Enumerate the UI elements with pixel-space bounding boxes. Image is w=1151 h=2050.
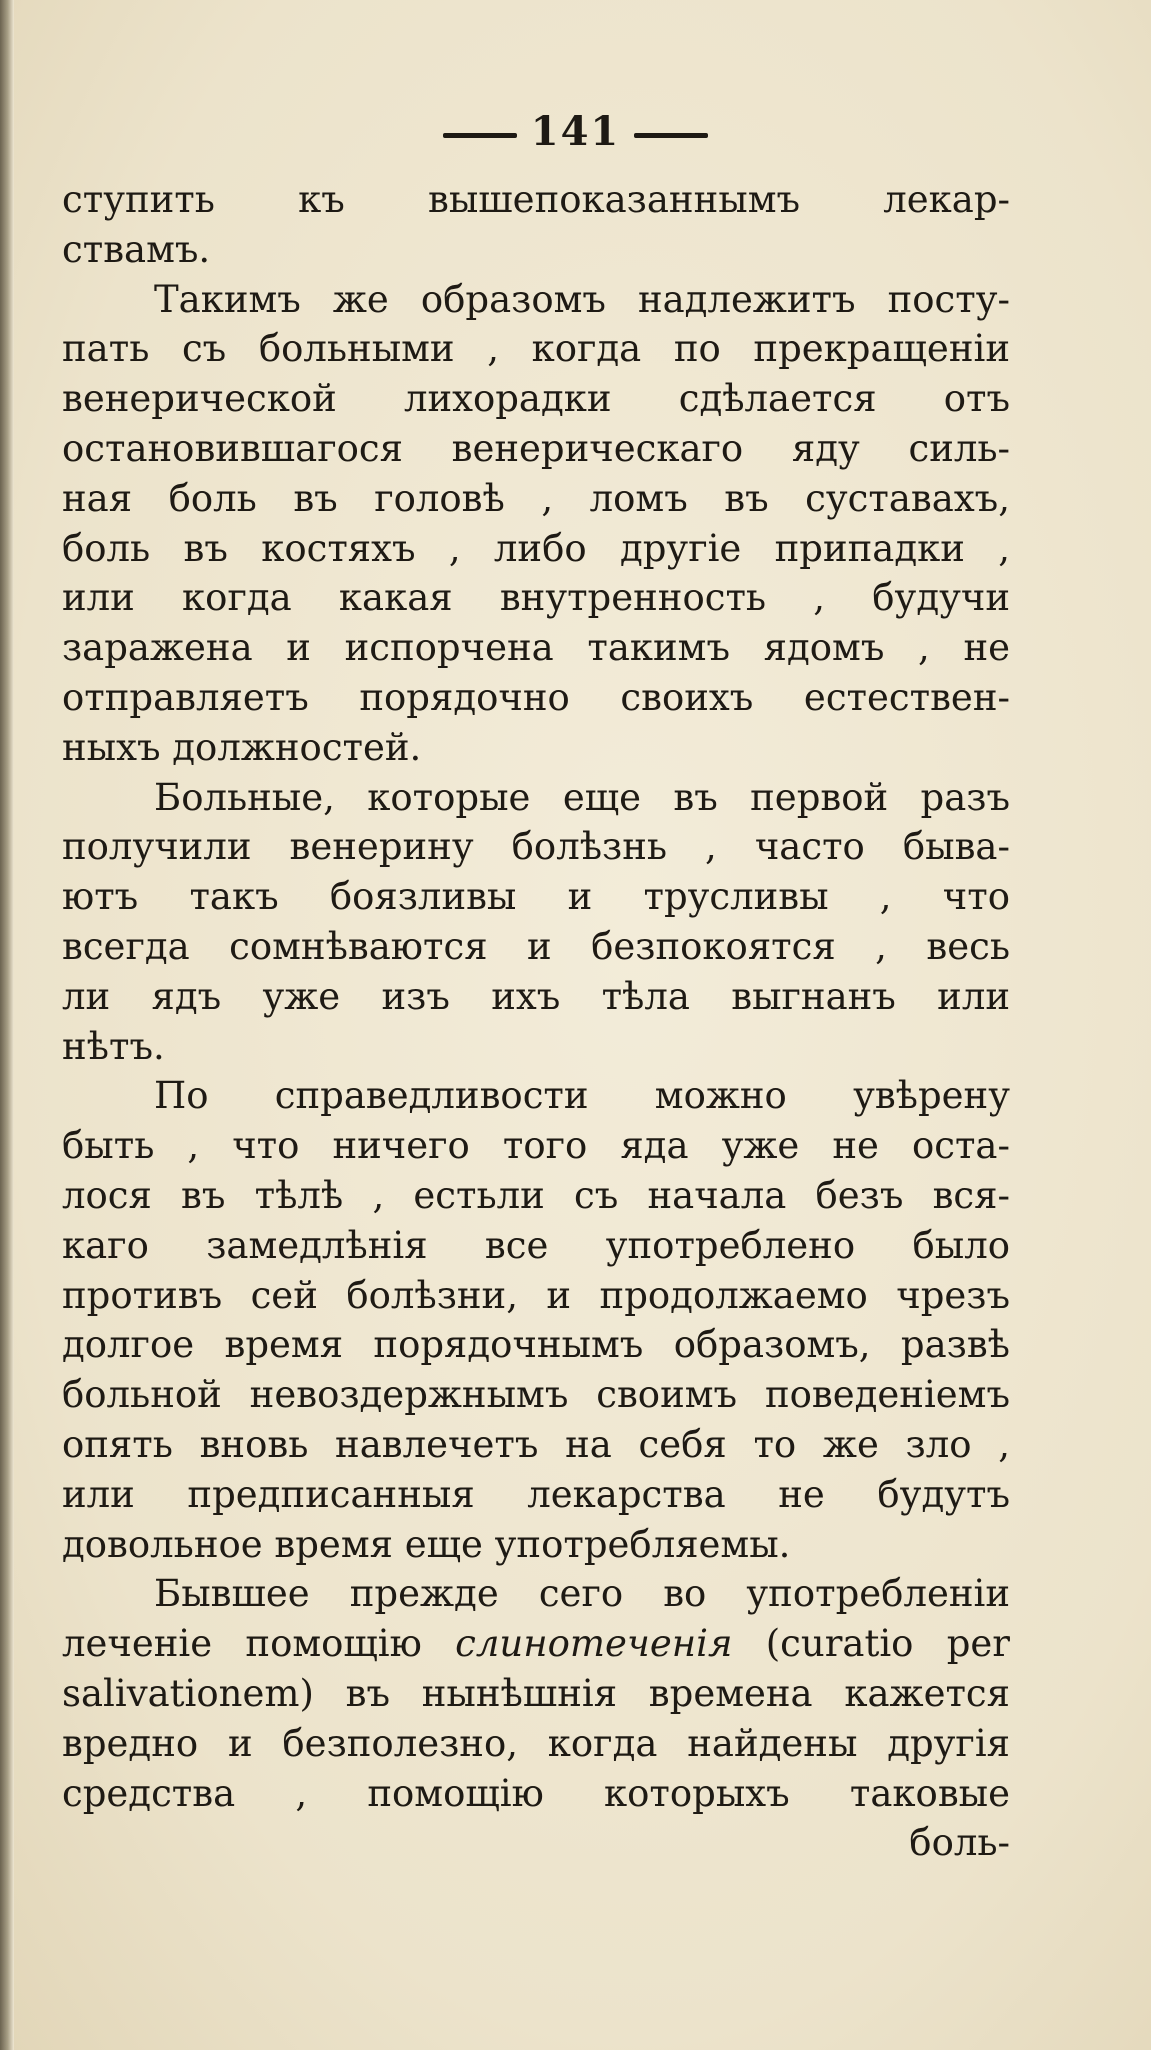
text-line: пать съ больными , когда по прекращенiи (62, 327, 1010, 371)
catchword: боль- (909, 1821, 1010, 1865)
text-line: заражена и испорчена такимъ ядомъ , не (62, 626, 1010, 670)
text-line: salivationem) въ нынѣшнiя времена кажется (62, 1671, 1010, 1715)
text-line: всегда сомнѣваются и безпокоятся , весь (62, 924, 1010, 968)
text-line: венерической лихорадки сдѣлается отъ (62, 377, 1010, 421)
paragraph-first-line: Больные, которые еще въ первой разъ (154, 775, 1010, 819)
text-line: средства , помощiю которыхъ таковые (62, 1771, 1010, 1815)
text-line: остановившагося венерическаго яду силь- (62, 426, 1010, 470)
text-line: или предписанныя лекарства не будутъ (62, 1472, 1010, 1516)
header-dash-left (443, 133, 517, 138)
text-line: получили венерину болѣзнь , часто быва- (62, 825, 1010, 869)
text-line: боль въ костяхъ , либо другiе припадки , (62, 526, 1010, 570)
page-number: 141 (530, 108, 621, 155)
text-line: быть , что ничего того яда уже не оста- (62, 1124, 1010, 1168)
text-line: ступить къ вышепоказаннымъ лекар- (62, 178, 1010, 221)
text-line: противъ сей болѣзни, и продолжаемо чрезъ (62, 1273, 1010, 1317)
text-line: ная боль въ головѣ , ломъ въ суставахъ, (62, 476, 1010, 520)
text-line: или когда какая внутренность , будучи (62, 576, 1010, 620)
page-binding-shadow (0, 0, 14, 2050)
text-line: лося въ тѣлѣ , естьли съ начала безъ вся- (62, 1173, 1010, 1217)
italic-term: слинотеченiя (455, 1622, 733, 1666)
header-dash-right (634, 133, 708, 138)
text-line: нѣтъ. (62, 1024, 165, 1068)
body-text (62, 175, 1010, 1868)
text-line: больной невоздержнымъ своимъ поведенiемъ (62, 1373, 1010, 1417)
text-line-mixed (62, 1619, 1010, 1669)
text-line: отправляетъ порядочно своихъ естествен- (62, 675, 1010, 719)
text-line: опять вновь навлечетъ на себя то же зло , (62, 1422, 1010, 1466)
text-line: каго замедлѣнiя все употреблено было (62, 1223, 1010, 1267)
paragraph-first-line: Такимъ же образомъ надлежитъ посту- (154, 277, 1010, 321)
paragraph-first-line: Бывшее прежде сего во употребленiи (154, 1572, 1010, 1616)
latin-gloss: (curatio per (765, 1622, 1010, 1666)
text-line: ствамъ. (62, 227, 211, 271)
text-line: вредно и безполезно, когда найдены другiя (62, 1721, 1010, 1765)
text-line: довольное время еще употребляемы. (62, 1522, 791, 1566)
text-line: ныхъ должностей. (62, 725, 422, 769)
text-line: ли ядъ уже изъ ихъ тѣла выгнанъ или (62, 974, 1010, 1018)
page-header (0, 108, 1151, 155)
paragraph-first-line: По справедливости можно увѣрену (154, 1074, 1010, 1118)
text-fragment: леченiе помощiю (62, 1622, 422, 1666)
text-line: долгое время порядочнымъ образомъ, развѣ (62, 1323, 1010, 1367)
text-line: ютъ такъ боязливы и трусливы , что (62, 875, 1010, 919)
